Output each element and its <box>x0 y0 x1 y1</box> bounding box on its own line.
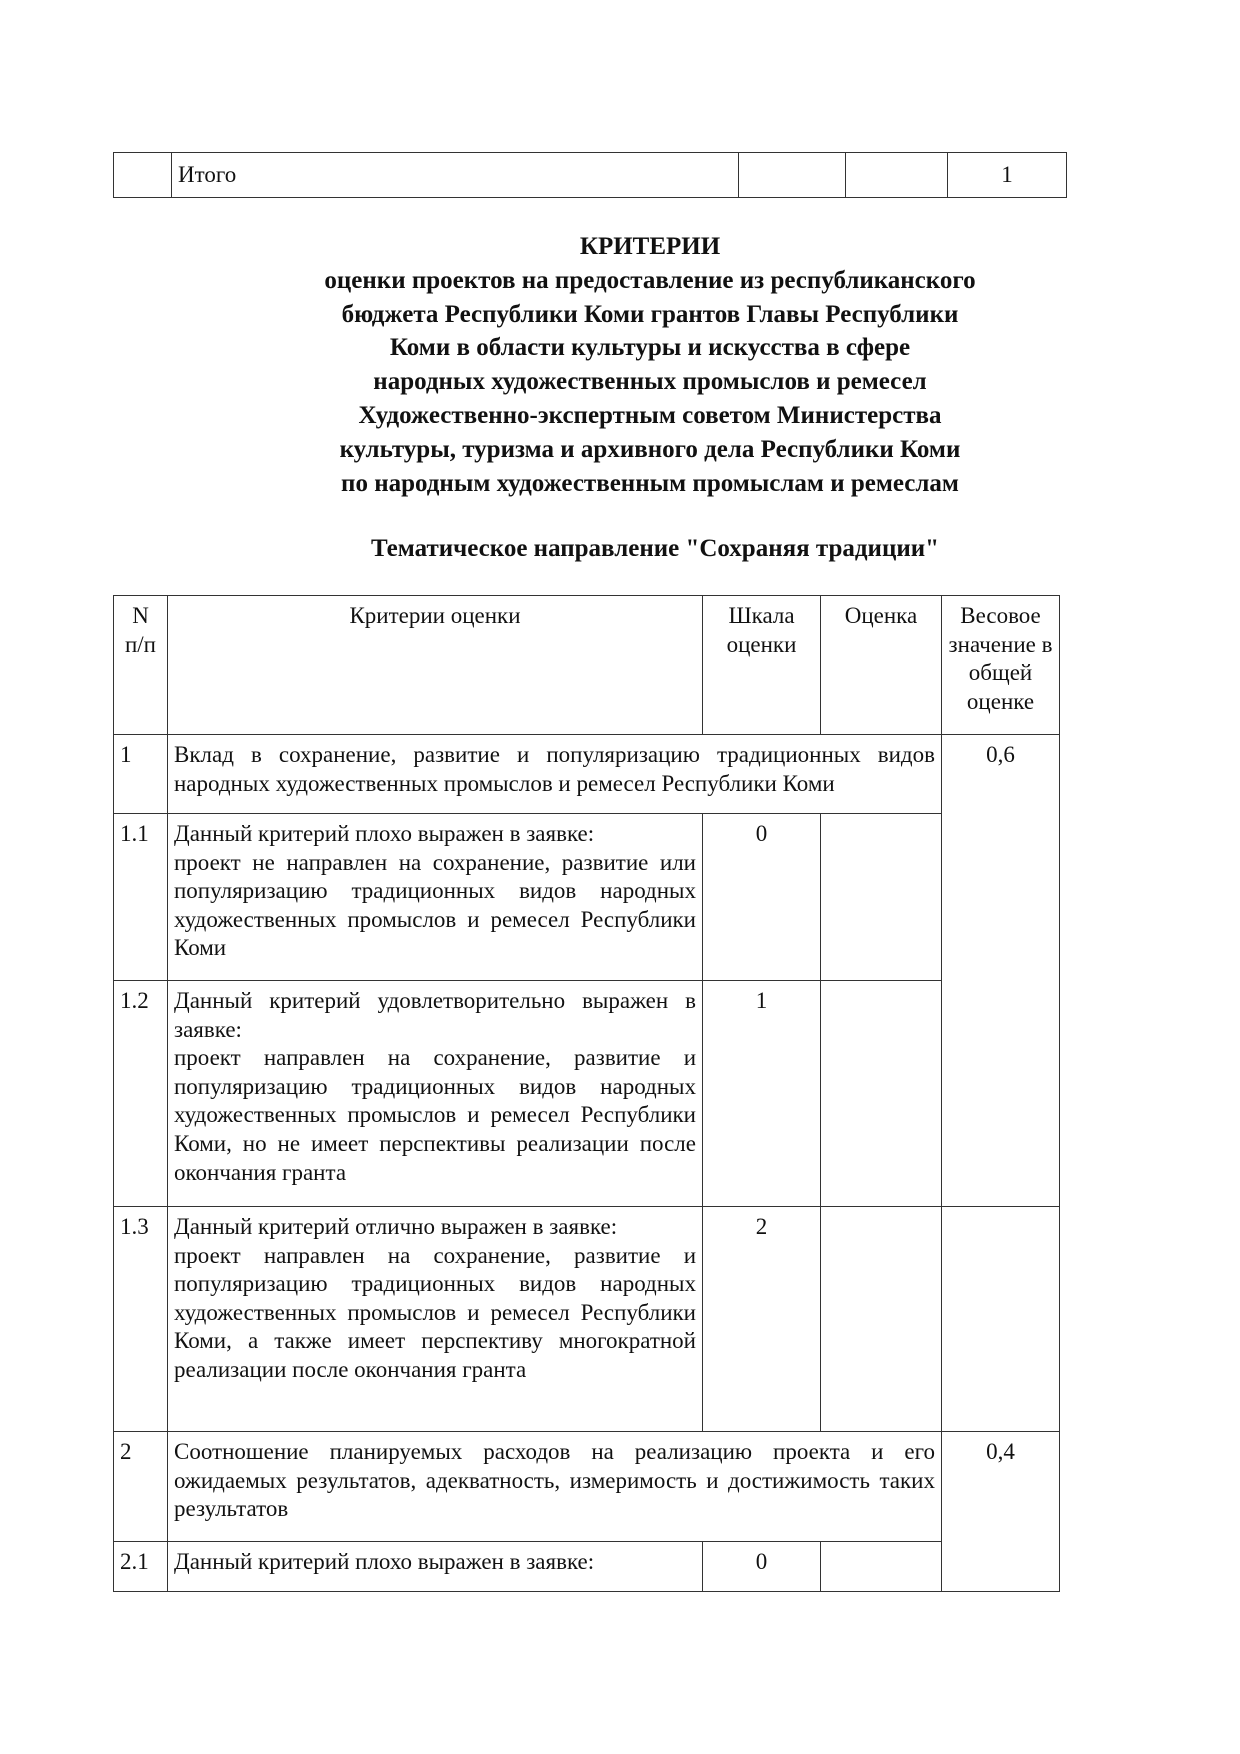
row-num: 2.1 <box>114 1542 168 1592</box>
criterion-text: проект направлен на сохранение, развитие и популяризацию традиционных видов народных художественных промыслов и ремесел Республики Коми, но не имеет перспективы реализации после окончания гранта <box>174 1045 696 1185</box>
criterion-head: Данный критерий плохо выражен в заявке: <box>174 1549 595 1574</box>
scale-value: 0 <box>703 1542 821 1592</box>
criteria-table <box>113 595 1060 1592</box>
thematic-direction: Тематическое направление "Сохраняя традиции" <box>370 535 940 562</box>
criterion-head: Данный критерий отлично выражен в заявке: <box>174 1214 618 1239</box>
title-line: оценки проектов на предоставление из республиканского <box>324 266 976 294</box>
row-num: 1 <box>114 735 168 814</box>
weight-value: 0,4 <box>942 1432 1060 1592</box>
table-row <box>114 1432 1060 1542</box>
criterion-text: Вклад в сохранение, развитие и популяризацию традиционных видов народных художественных промыслов и ремесел Республики Коми <box>168 735 942 814</box>
title-heading: КРИТЕРИИ <box>579 233 721 260</box>
header-scale: Шкала оценки <box>703 596 821 735</box>
header-weight: Весовое значение в общей оценке <box>942 596 1060 735</box>
scale-value: 1 <box>703 981 821 1207</box>
header-criteria: Критерии оценки <box>168 596 703 735</box>
row-num: 1.2 <box>114 981 168 1207</box>
table-row <box>114 981 1060 1207</box>
header-num: N п/п <box>114 596 168 735</box>
criterion-head: Данный критерий плохо выражен в заявке: <box>174 821 595 846</box>
score-cell[interactable] <box>821 1542 942 1592</box>
scale-value: 2 <box>703 1207 821 1432</box>
scale-value: 0 <box>703 814 821 981</box>
title-line: Художественно-экспертным советом Министерства <box>358 401 942 429</box>
total-value: 1 <box>948 153 1067 198</box>
score-cell[interactable] <box>821 814 942 981</box>
score-cell[interactable] <box>821 981 942 1207</box>
criterion-head: Данный критерий удовлетворительно выражен в заявке: <box>174 988 696 1042</box>
document-title <box>200 230 1100 500</box>
total-label: Итого <box>172 153 739 198</box>
cell-empty <box>846 153 948 198</box>
weight-value: 0,6 <box>942 735 1060 1207</box>
cell-empty <box>114 153 172 198</box>
score-cell[interactable] <box>821 1207 942 1432</box>
title-line: народных художественных промыслов и ремесел <box>373 368 927 396</box>
total-row <box>114 153 1067 198</box>
header-row <box>114 596 1060 735</box>
criterion-text: проект не направлен на сохранение, развитие или популяризацию традиционных видов народных художественных промыслов и ремесел Республики Коми <box>174 849 696 961</box>
table-row <box>114 735 1060 814</box>
row-num: 1.3 <box>114 1207 168 1432</box>
weight-cell-empty <box>942 1207 1060 1432</box>
criterion-cell <box>168 1542 703 1592</box>
cell-empty <box>739 153 846 198</box>
title-line: Коми в области культуры и искусства в сфере <box>389 334 911 362</box>
header-score: Оценка <box>821 596 942 735</box>
title-line: по народным художественным промыслам и ремеслам <box>341 469 959 497</box>
title-line: культуры, туризма и архивного дела Республики Коми <box>339 435 961 463</box>
criterion-text: проект направлен на сохранение, развитие и популяризацию традиционных видов народных художественных промыслов и ремесел Республики Коми, а также имеет перспективу многократной реализации после окончания гранта <box>174 1242 696 1382</box>
table-row <box>114 814 1060 981</box>
criterion-cell <box>168 981 703 1207</box>
table-row <box>114 1207 1060 1432</box>
row-num: 1.1 <box>114 814 168 981</box>
row-num: 2 <box>114 1432 168 1542</box>
criterion-cell <box>168 1207 703 1432</box>
title-line: бюджета Республики Коми грантов Главы Республики <box>341 300 959 328</box>
table-row <box>114 1542 1060 1592</box>
total-table <box>113 152 1067 198</box>
criterion-cell <box>168 814 703 981</box>
criterion-text: Соотношение планируемых расходов на реализацию проекта и его ожидаемых результатов, адекватность, измеримость и достижимость таких результатов <box>168 1432 942 1542</box>
